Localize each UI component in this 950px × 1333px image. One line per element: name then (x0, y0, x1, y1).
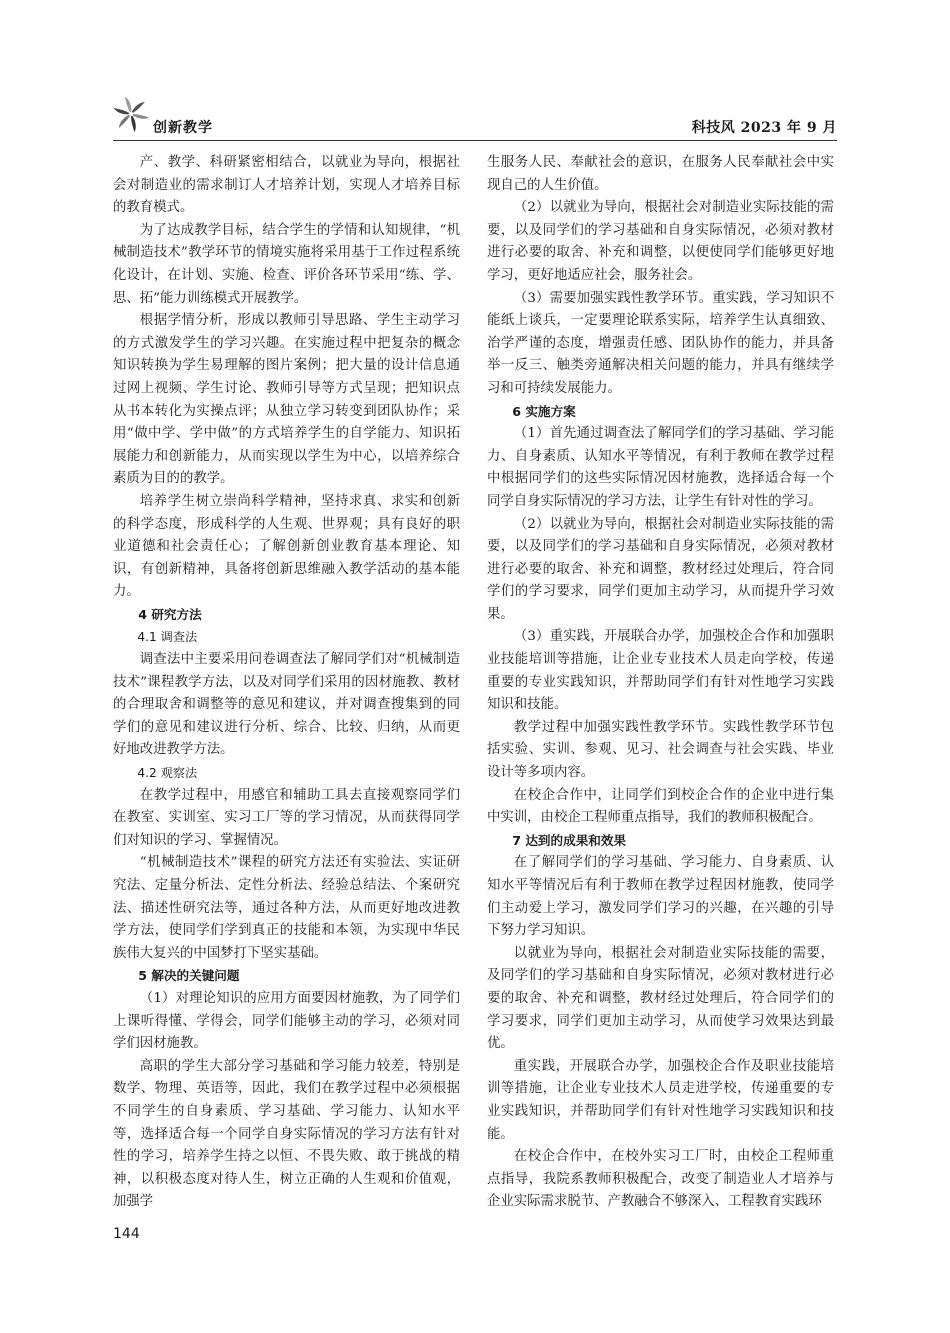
paragraph: （1）对理论知识的应用方面要因材施教，为了同学们上课听得懂、学得会，同学们能够主动的学习，必须对同学们因材施教。 (113, 990, 460, 1052)
paragraph: （2）以就业为导向，根据社会对制造业实际技能的需要，以及同学们的学习基础和自身实际情况，必须对教材进行必要的取舍、补充和调整，以便使同学们能够更好地学习，更好地适应社会，服务社会。 (487, 200, 834, 283)
paragraph: 在教学过程中，用感官和辅助工具去直接观察同学们在教室、实训室、实习工厂等的学习情况，从而获得同学们对知识的学习、掌握情况。 (113, 787, 460, 848)
pinwheel-logo-icon (113, 96, 149, 132)
paragraph: 以就业为导向，根据社会对制造业实际技能的需要，及同学们的学习基础和自身实际情况，必须对教材进行必要的取舍、补充和调整，教材经过处理后，符合同学们的学习要求，同学们更加主动学习，从而使学习效果达到最优。 (487, 945, 834, 1052)
paragraph: （1）首先通过调查法了解同学们的学习基础、学习能力、自身素质、认知水平等情况，有利于教师在教学过程中根据同学们的这些实际情况因材施教，选择适合每一个同学自身实际情况的学习方法，让学生有针对性的学习。 (487, 426, 834, 509)
left-column (113, 152, 460, 1214)
section-heading: 5 解决的关键问题 (138, 968, 240, 984)
paragraph: 在了解同学们的学习基础、学习能力、自身素质、认知水平等情况后有利于教师在教学过程因材施教，使同学们主动爱上学习，激发同学们学习的兴趣，在兴趣的引导下努力学习知识。 (487, 855, 834, 939)
section-heading: 7 达到的成果和效果 (512, 832, 627, 848)
subsection-heading: 4.2 观察法 (137, 766, 198, 781)
paragraph: 教学过程中加强实践性教学环节。实践性教学环节包括实验、实训、参观、见习、社会调查与社会实践、毕业设计等多项内容。 (487, 719, 834, 781)
section-title: 创新教学 (153, 120, 213, 136)
header-rule (113, 140, 837, 141)
section-heading: 6 实施方案 (512, 403, 576, 419)
paragraph: 根据学情分析，形成以教师引导思路、学生主动学习的方式激发学生的学习兴趣。在实施过程中把复杂的概念知识转换为学生易理解的图片案例；把大量的设计信息通过网上视频、学生讨论、教师引导等方式呈现；把知识点从书本转化为实操点评；从独立学习转变到团队协作；采用“做中学、学中做”的方式培养学生的自学能力、知识拓展能力和创新能力，从而实现以学生为中心，以培养综合素质为目的的教学。 (113, 313, 460, 487)
paragraph: 调查法中主要采用问卷调查法了解同学们对“机械制造技术”课程教学方法，以及对同学们采用的因材施教、教材的合理取舍和调整等的意见和建议，并对调查搜集到的同学们的意见和建议进行分析、综合、比较、归纳，从而更好地改进教学方法。 (113, 652, 460, 758)
subsection-heading: 4.1 调查法 (137, 630, 198, 645)
paragraph: （2）以就业为导向，根据社会对制造业实际技能的需要，以及同学们的学习基础和自身实际情况，必须对教材进行必要的取舍、补充和调整，教材经过处理后，符合同学们的学习要求，同学们更加主动学习，从而提升学习效果。 (487, 516, 834, 622)
paragraph: 培养学生树立崇尚科学精神，坚持求真、求实和创新的科学态度，形成科学的人生观、世界观；具有良好的职业道德和社会责任心；了解创新创业教育基本理论、知识，有创新精神，具备将创新思维融入教学活动的基本能力。 (113, 493, 460, 600)
paragraph: （3）重实践，开展联合办学，加强校企合作和加强职业技能培训等措施，让企业专业技术人员走向学校，传递重要的专业实践知识，并帮助同学们有针对性地学习实践知识和技能。 (487, 629, 834, 713)
page-number: 144 (113, 1226, 140, 1242)
page-header (113, 96, 837, 136)
paragraph: 高职的学生大部分学习基础和学习能力较差，特别是数学、物理、英语等，因此，我们在教学过程中必须根据不同学生的自身素质、学习基础、学习能力、认知水平等，选择适合每一个同学自身实际情况的学习方法有针对性的学习，培养学生持之以恒、不畏失败、敢于挑战的精神，以积极态度对待人生，树立正确的人生观和价值观，加强学 (113, 1058, 460, 1210)
paragraph: 重实践，开展联合办学，加强校企合作及职业技能培训等措施，让企业专业技术人员走进学校，传递重要的专业实践知识，并帮助同学们有针对性地学习实践知识和技能。 (487, 1058, 834, 1142)
paragraph: 生服务人民、奉献社会的意识，在服务人民奉献社会中实现自己的人生价值。 (487, 155, 834, 193)
paragraph: 为了达成教学目标，结合学生的学情和认知规律，“机械制造技术”教学环节的情境实施将采用基于工作过程系统化设计，在计划、实施、检查、评价各环节采用“练、学、思、拓”能力训练模式开展教学。 (113, 222, 460, 306)
paragraph: （3）需要加强实践性教学环节。重实践，学习知识不能纸上谈兵，一定要理论联系实际，培养学生认真细致、治学严谨的态度，增强责任感、团队协作的能力，并具备举一反三、触类旁通解决相关问题的能力，并具有继续学习和可持续发展能力。 (487, 290, 834, 396)
right-column (487, 152, 834, 1214)
section-heading: 4 研究方法 (138, 606, 202, 622)
paragraph: 产、教学、科研紧密相结合，以就业为导向，根据社会对制造业的需求制订人才培养计划，实现人才培养目标的教育模式。 (113, 155, 460, 216)
paragraph: 在校企合作中，让同学们到校企合作的企业中进行集中实训，由校企工程师重点指导，我们的教师积极配合。 (487, 787, 834, 826)
paragraph: 在校企合作中，在校外实习工厂时，由校企工程师重点指导，我院系教师积极配合，改变了制造业人才培养与企业实际需求脱节、产教融合不够深入、工程教育实践环 (487, 1149, 834, 1210)
journal-issue: 科技风 2023 年 9 月 (691, 120, 837, 136)
paragraph: “机械制造技术”课程的研究方法还有实验法、实证研究法、定量分析法、定性分析法、经验总结法、个案研究法、描述性研究法等，通过各种方法，从而更好地改进教学方法，使同学们学到真正的技能和本领，为实现中华民族伟大复兴的中国梦打下坚实基础。 (113, 855, 460, 961)
